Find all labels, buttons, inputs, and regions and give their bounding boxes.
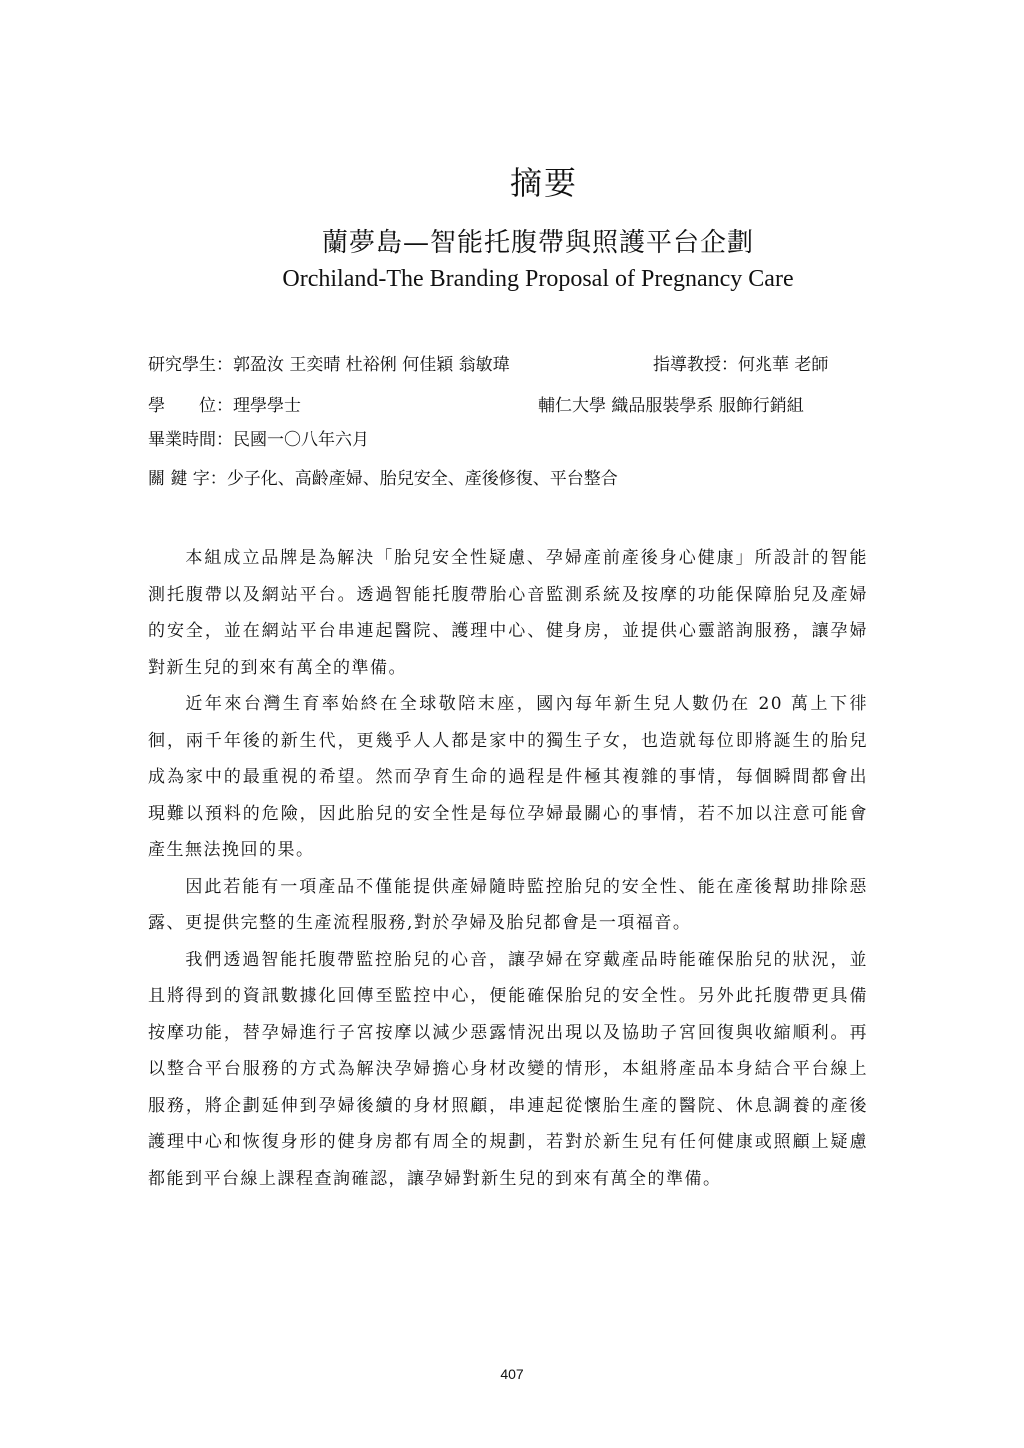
graduation-label: 畢業時間： — [148, 430, 233, 450]
abstract-paragraph-2: 近年來台灣生育率始終在全球敬陪末座，國內每年新生兒人數仍在 20 萬上下徘徊，兩千年後的新生代，更幾乎人人都是家中的獨生子女，也造就每位即將誕生的胎兒成為家中的最重視的希望。然而孕育生命的過程是件極其複雜的事情，每個瞬間都會出現難以預料的危險，因此胎兒的安全性是每位孕婦最關心的事情，若不加以注意可能會產生無法挽回的果。 — [148, 694, 868, 860]
keywords-row — [148, 465, 870, 493]
degree-label: 學 位： — [148, 396, 233, 416]
students-names: 郭盈汝 王奕晴 杜裕俐 何佳穎 翁敏瑋 — [233, 355, 510, 375]
abstract-paragraph-4: 我們透過智能托腹帶監控胎兒的心音，讓孕婦在穿戴產品時能確保胎兒的狀況，並且將得到的資訊數據化回傳至監控中心，便能確保胎兒的安全性。另外此托腹帶更具備按摩功能，替孕婦進行子宮按摩以減少惡露情況出現以及協助子宮回復與收縮順利。再以整合平台服務的方式為解決孕婦擔心身材改變的情形，本組將產品本身結合平台線上服務，將企劃延伸到孕婦後續的身材照顧，串連起從懷胎生產的醫院、休息調養的產後護理中心和恢復身形的健身房都有周全的規劃，若對於新生兒有任何健康或照顧上疑慮都能到平台線上課程查詢確認，讓孕婦對新生兒的到來有萬全的準備。 — [148, 949, 868, 1189]
abstract-paragraph-1: 本組成立品牌是為解決「胎兒安全性疑慮、孕婦產前產後身心健康」所設計的智能測托腹帶以及網站平台。透過智能托腹帶胎心音監測系統及按摩的功能保障胎兒及產婦的安全，並在網站平台串連起醫院、護理中心、健身房，並提供心靈諮詢服務，讓孕婦對新生兒的到來有萬全的準備。 — [148, 548, 868, 678]
graduation-value: 民國一〇八年六月 — [233, 430, 369, 450]
advisor-group — [653, 351, 828, 379]
thesis-title-english: Orchiland-The Branding Proposal of Pregnancy Care — [282, 266, 794, 292]
advisor-label: 指導教授： — [653, 355, 738, 375]
students-row — [148, 351, 870, 379]
page-number: 407 — [500, 1366, 524, 1382]
affiliation: 輔仁大學 織品服裝學系 服飾行銷組 — [538, 396, 804, 416]
abstract-body — [148, 540, 868, 1197]
abstract-heading: 摘要 — [509, 164, 578, 202]
keywords-value: 少子化、高齡產婦、胎兒安全、產後修復、平台整合 — [226, 469, 618, 489]
degree-row — [148, 392, 870, 420]
keywords-label: 關 鍵 字： — [148, 469, 227, 489]
thesis-title-chinese: 蘭夢島—智能托腹帶與照護平台企劃 — [321, 228, 754, 258]
abstract-paragraph-3: 因此若能有一項產品不僅能提供產婦隨時監控胎兒的安全性、能在產後幫助排除惡露、更提供完整的生產流程服務,對於孕婦及胎兒都會是一項福音。 — [148, 876, 868, 933]
graduation-row — [148, 426, 870, 454]
advisor-name: 何兆華 老師 — [738, 355, 829, 375]
students-label: 研究學生： — [148, 355, 233, 375]
degree-value: 理學學士 — [233, 396, 301, 416]
